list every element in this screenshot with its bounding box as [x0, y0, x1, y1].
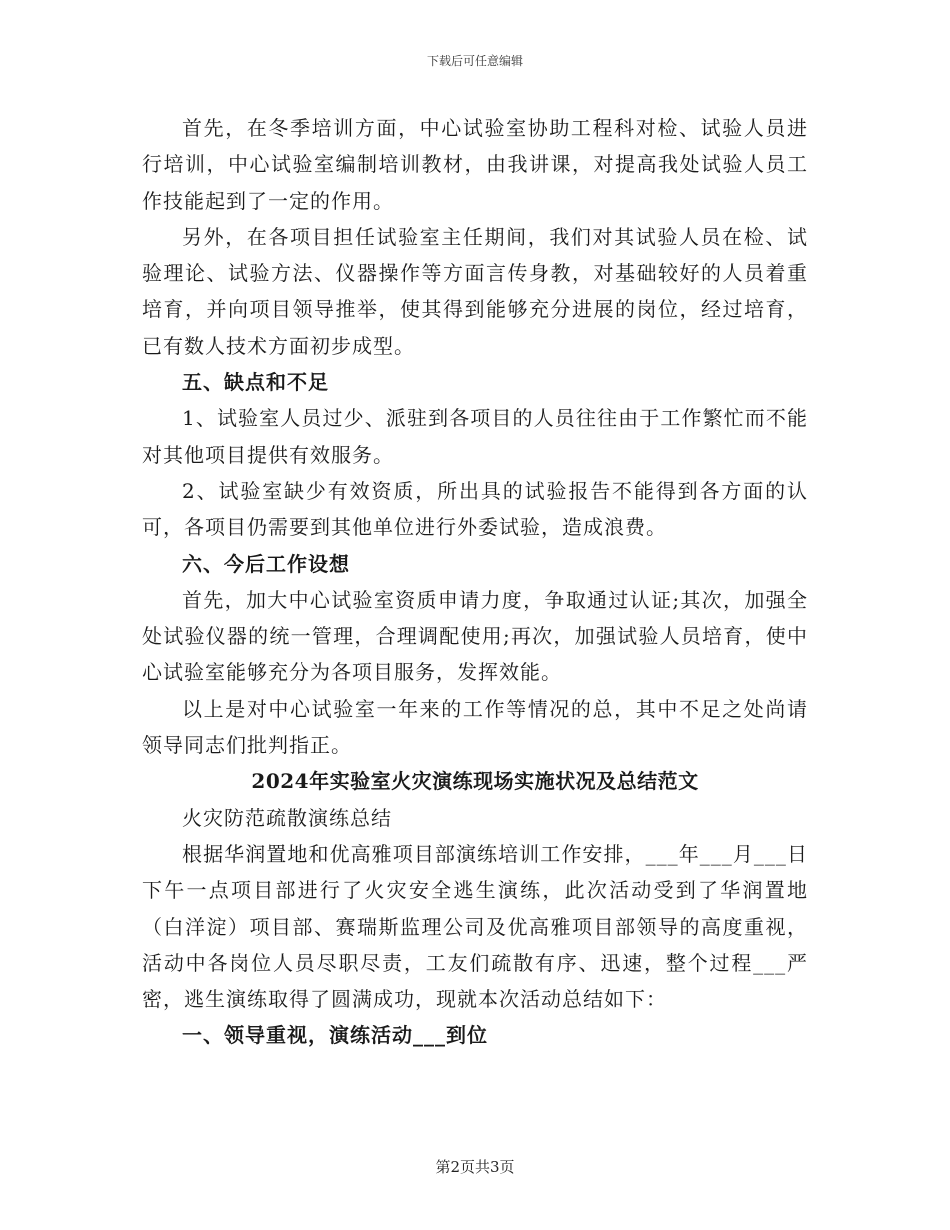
document-title: 2024年实验室火灾演练现场实施状况及总结范文	[251, 769, 699, 794]
paragraph: 另外，在各项目担任试验室主任期间，我们对其试验人员在检、试验理论、试验方法、仪器操作等方面言传身教，对基础较好的人员着重培育，并向项目领导推举，使其得到能够充分进展的岗位，经过培育，已有数人技术方面初步成型。	[142, 224, 808, 358]
paragraph: 首先，在冬季培训方面，中心试验室协助工程科对检、试验人员进行培训，中心试验室编制培训教材，由我讲课，对提高我处试验人员工作技能起到了一定的作用。	[142, 116, 808, 213]
document-body	[142, 110, 808, 1054]
section-heading: 五、缺点和不足	[182, 370, 329, 395]
subtitle: 火灾防范疏散演练总结	[182, 805, 392, 830]
page-number: 第2页共3页	[435, 1158, 515, 1176]
section-heading: 六、今后工作设想	[182, 551, 350, 576]
paragraph: 首先，加大中心试验室资质申请力度，争取通过认证;其次，加强全处试验仪器的统一管理，合理调配使用;再次，加强试验人员培育，使中心试验室能够充分为各项目服务，发挥效能。	[142, 587, 808, 685]
paragraph: 以上是对中心试验室一年来的工作等情况的总，其中不足之处尚请领导同志们批判指正。	[142, 696, 808, 758]
section-heading: 一、领导重视，演练活动___到位	[182, 1023, 488, 1048]
paragraph: 2、试验室缺少有效资质，所出具的试验报告不能得到各方面的认可，各项目仍需要到其他单位进行外委试验，造成浪费。	[142, 478, 808, 540]
header-note: 下载后可任意编辑	[426, 54, 523, 68]
paragraph: 根据华润置地和优高雅项目部演练培训工作安排，___年___月___日下午一点项目部进行了火灾安全逃生演练，此次活动受到了华润置地（白洋淀）项目部、赛瑞斯监理公司及优高雅项目部领导的高度重视，活动中各岗位人员尽职尽责，工友们疏散有序、迅速，整个过程___严密，逃生演练取得了圆满成功，现就本次活动总结如下：	[142, 841, 808, 1012]
paragraph: 1、试验室人员过少、派驻到各项目的人员往往由于工作繁忙而不能对其他项目提供有效服务。	[142, 406, 808, 467]
